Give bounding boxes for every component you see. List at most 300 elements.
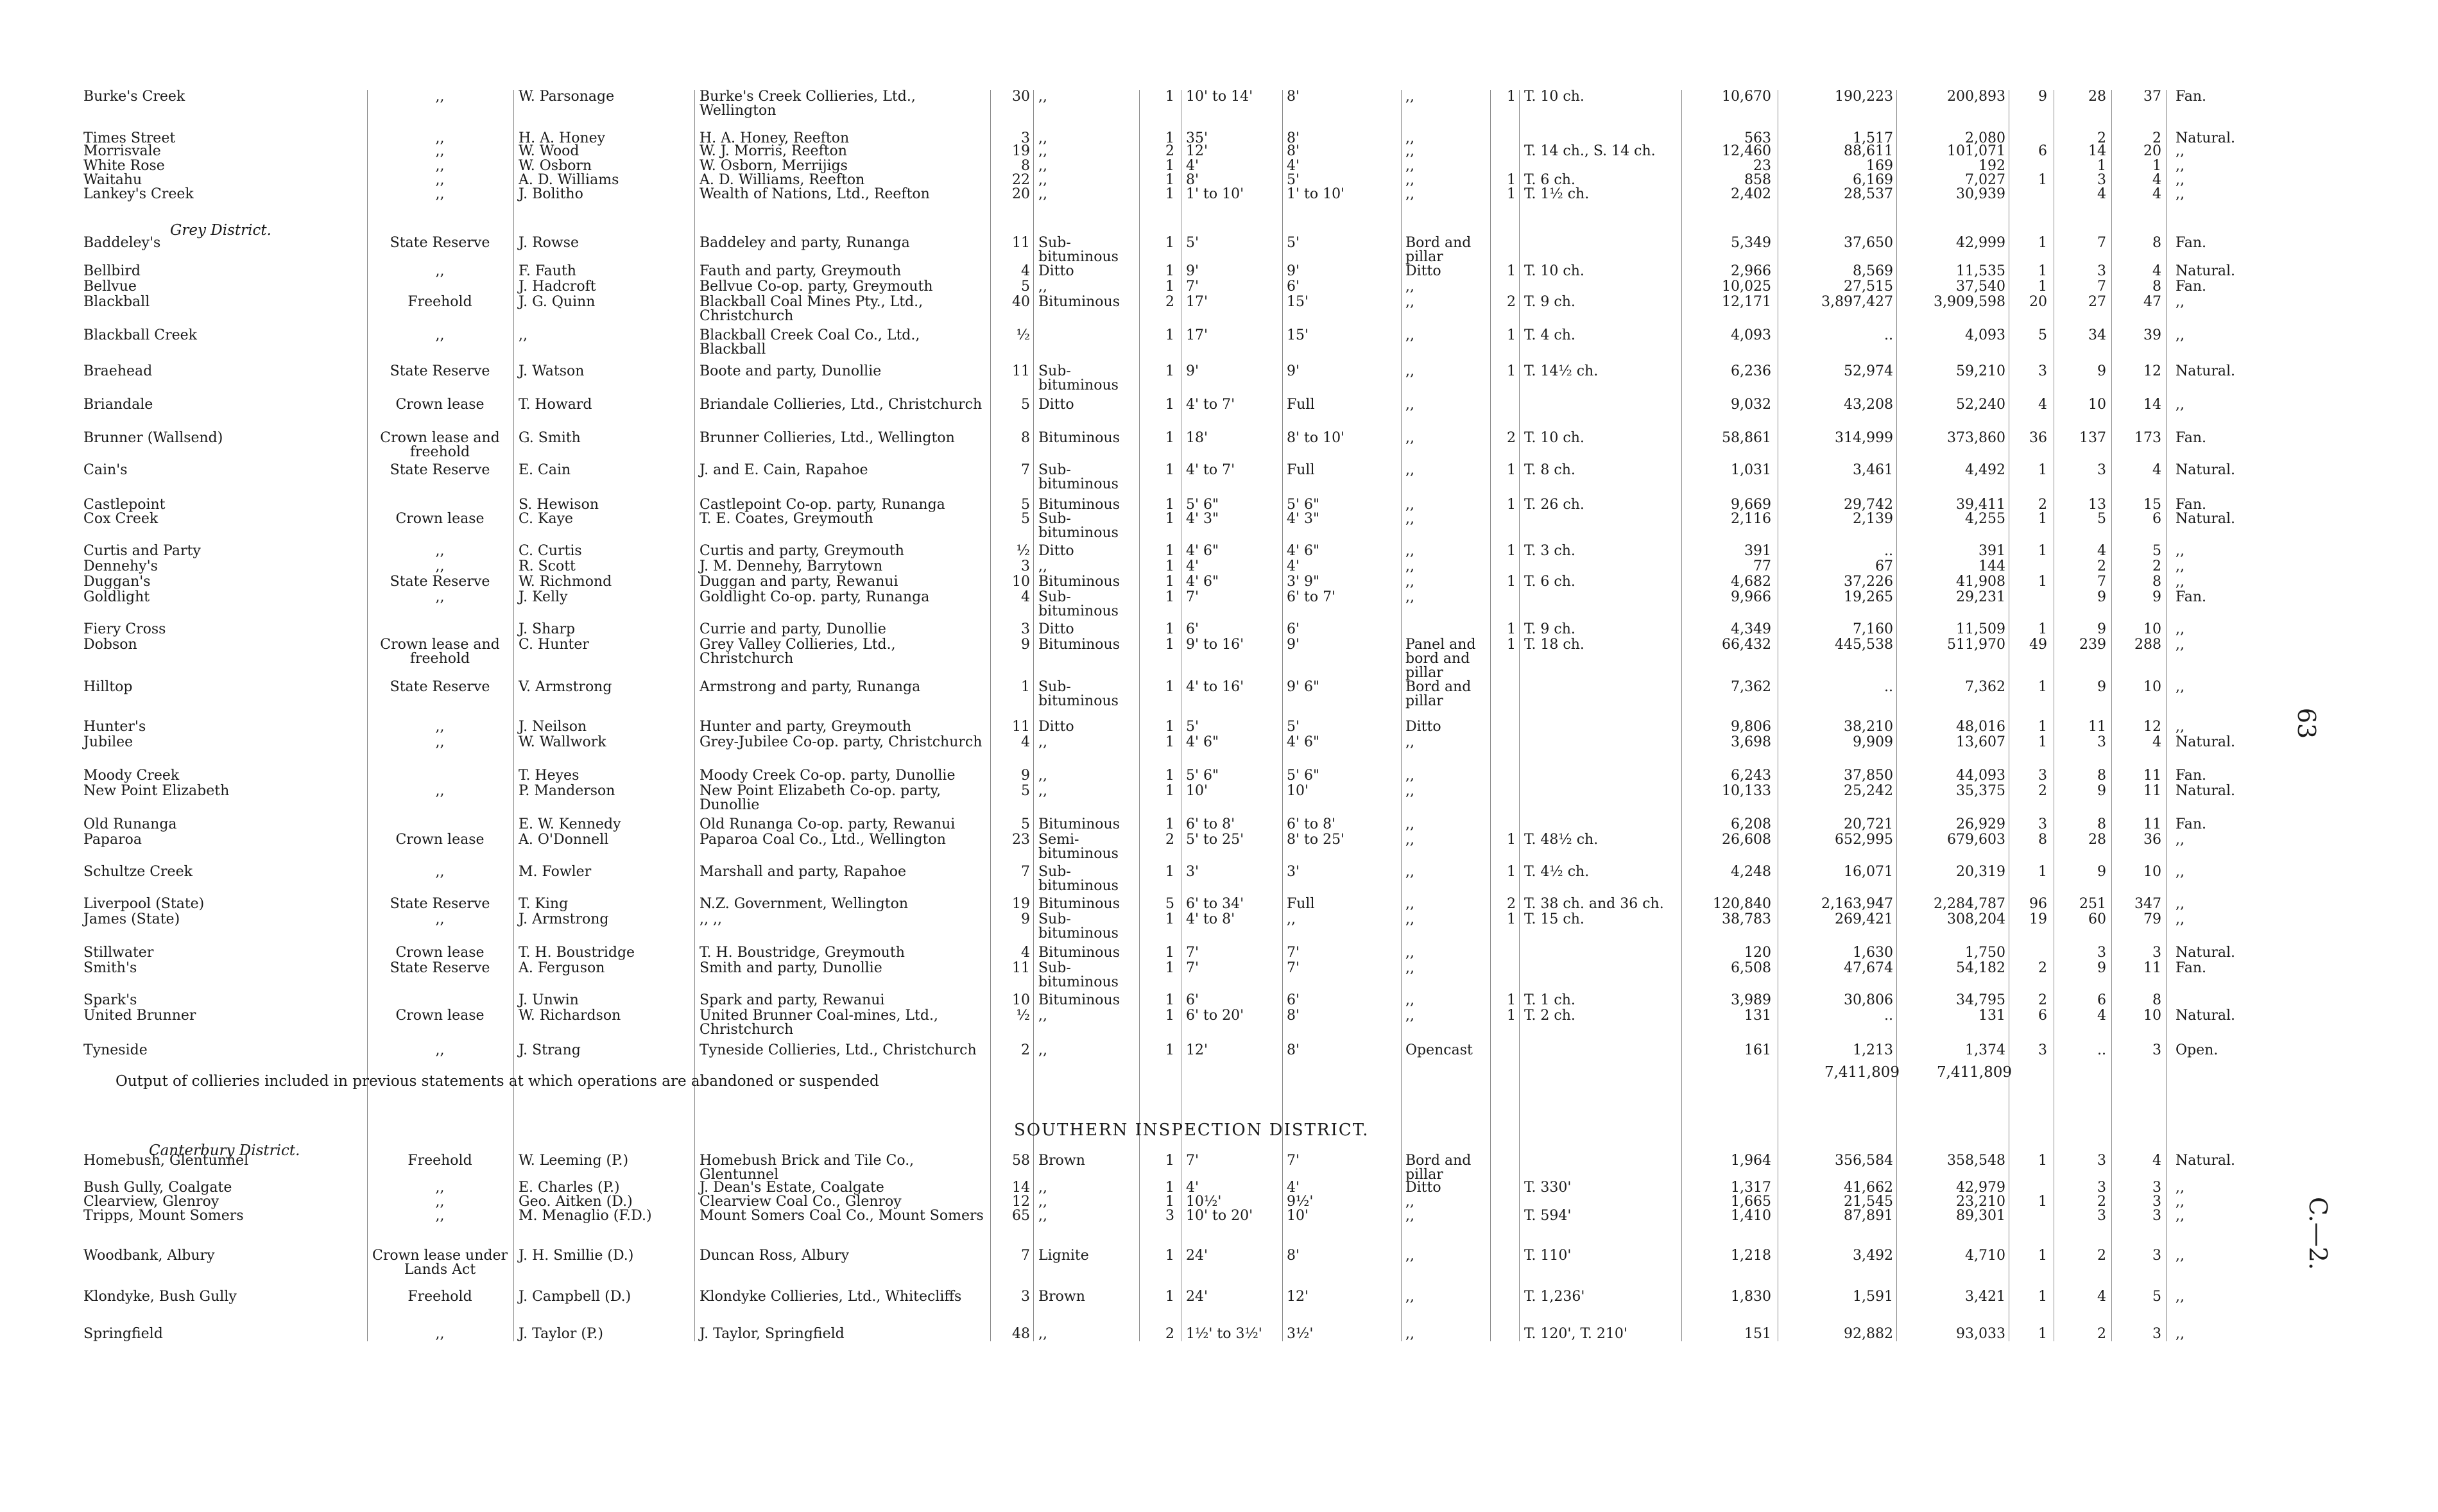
cell-output: 120,840 <box>1713 896 1771 912</box>
cell-persons: 39 <box>2143 327 2161 343</box>
cell-haul: T. 1,236' <box>1524 1289 1585 1305</box>
cell-above: 4 <box>2097 1008 2106 1024</box>
cell-vmethod: Natural. <box>2176 511 2236 527</box>
cell-above: 7 <box>2097 574 2106 590</box>
cell-class: Ditto <box>1038 621 1074 637</box>
cell-owner: A. D. Williams <box>519 172 619 188</box>
cell-area: 5 <box>1021 816 1030 832</box>
cell-seams: 1 <box>1165 960 1174 976</box>
cell-owner: J. Watson <box>519 363 585 379</box>
cell-below: 1 <box>2038 1289 2047 1305</box>
cell-area: 2 <box>1021 1042 1030 1058</box>
cell-vmethod: ,, <box>2176 832 2185 848</box>
cell-company: H. A. Honey, Reefton <box>700 130 850 146</box>
cell-worked: 15' <box>1287 294 1309 310</box>
cell-method: ,, <box>1405 832 1414 848</box>
cell-tenure: ,, <box>435 734 445 750</box>
cell-persons: 2 <box>2152 130 2161 146</box>
cell-total: 2,284,787 <box>1934 896 2005 912</box>
cell-owner: J. Strang <box>519 1042 581 1058</box>
cell-vent: 2 <box>1507 430 1516 446</box>
cell-total: 44,093 <box>1956 768 2005 784</box>
cell-seams: 1 <box>1165 1194 1174 1210</box>
cell-worked: 6' <box>1287 992 1300 1008</box>
cell-prev: 356,584 <box>1835 1153 1893 1169</box>
cell-seams: 5 <box>1165 896 1174 912</box>
cell-prev: 37,650 <box>1844 235 1893 251</box>
cell-class: ,, <box>1038 143 1047 159</box>
cell-below: 1 <box>2038 1248 2047 1264</box>
cell-seams: 1 <box>1165 1289 1174 1305</box>
cell-method: ,, <box>1405 783 1414 799</box>
cell-persons: 4 <box>2152 186 2161 202</box>
cell-name: Woodbank, Albury <box>83 1248 215 1264</box>
cell-worked: 4' <box>1287 158 1300 174</box>
cell-company: Spark and party, Rewanui <box>700 992 885 1008</box>
cell-worked: 9' <box>1287 263 1300 279</box>
cell-name: Curtis and Party <box>83 543 201 559</box>
cell-thick: 9' <box>1186 363 1199 379</box>
cell-persons: 10 <box>2143 1008 2161 1024</box>
cell-seams: 1 <box>1165 430 1174 446</box>
cell-owner: V. Armstrong <box>519 679 612 695</box>
cell-total: 11,535 <box>1956 263 2005 279</box>
cell-thick: 10' <box>1186 783 1208 799</box>
cell-worked: 8' <box>1287 1248 1300 1264</box>
cell-thick: 7' <box>1186 1153 1199 1169</box>
cell-owner: W. Osborn <box>519 158 592 174</box>
cell-vmethod: Fan. <box>2176 235 2207 251</box>
cell-vmethod: ,, <box>2176 637 2185 653</box>
cell-haul: T. 14½ ch. <box>1524 363 1599 379</box>
cell-above: 8 <box>2097 816 2106 832</box>
cell-total: 511,970 <box>1947 637 2005 653</box>
cell-total: 4,255 <box>1965 511 2005 527</box>
grey-district-heading: Grey District. <box>170 222 271 239</box>
cell-haul: T. 330' <box>1524 1180 1572 1196</box>
cell-vmethod: Natural. <box>2176 263 2236 279</box>
cell-owner: J. G. Quinn <box>519 294 596 310</box>
cell-prev: 30,806 <box>1844 992 1893 1008</box>
cell-haul: T. 120', T. 210' <box>1524 1326 1627 1342</box>
cell-total: 101,071 <box>1947 143 2005 159</box>
cell-name: Liverpool (State) <box>83 896 205 912</box>
cell-seams: 1 <box>1165 768 1174 784</box>
cell-above: 13 <box>2088 497 2106 513</box>
cell-vmethod: ,, <box>2176 679 2185 695</box>
table-row <box>0 1209 2438 1228</box>
cell-owner: A. O'Donnell <box>519 832 609 848</box>
cell-company: T. E. Coates, Greymouth <box>700 511 873 527</box>
cell-seams: 2 <box>1165 143 1174 159</box>
table-row <box>0 1290 2438 1309</box>
cell-output: 4,093 <box>1731 327 1771 343</box>
cell-haul: T. 48½ ch. <box>1524 832 1599 848</box>
cell-company: Homebush Brick and Tile Co., Glentunnel <box>700 1153 914 1183</box>
cell-worked: 7' <box>1287 1153 1300 1169</box>
cell-total: 59,210 <box>1956 363 2005 379</box>
cell-owner: J. Neilson <box>519 719 587 735</box>
cell-seams: 1 <box>1165 462 1174 478</box>
cell-seams: 1 <box>1165 363 1174 379</box>
cell-persons: 10 <box>2143 621 2161 637</box>
cell-owner: T. H. Boustridge <box>519 945 635 961</box>
cell-thick: 6' <box>1186 621 1199 637</box>
cell-class: Brown <box>1038 1289 1085 1305</box>
cell-owner: J. Unwin <box>519 992 579 1008</box>
cell-worked: 6' to 7' <box>1287 589 1336 605</box>
cell-thick: 18' <box>1186 430 1208 446</box>
cell-total: 37,540 <box>1956 279 2005 295</box>
cell-class: Bituminous <box>1038 945 1120 961</box>
cell-class: Brown <box>1038 1153 1085 1169</box>
cell-haul: T. 10 ch. <box>1524 263 1584 279</box>
cell-class: Ditto <box>1038 719 1074 735</box>
cell-prev: 2,163,947 <box>1821 896 1893 912</box>
cell-thick: 4' <box>1186 1180 1199 1196</box>
cell-tenure: ,, <box>435 143 445 159</box>
cell-owner: R. Scott <box>519 558 576 574</box>
cell-company: Klondyke Collieries, Ltd., Whitecliffs <box>700 1289 962 1305</box>
cell-output: 3,989 <box>1731 992 1771 1008</box>
cell-persons: 3 <box>2152 945 2161 961</box>
cell-prev: 314,999 <box>1835 430 1893 446</box>
cell-company: J. Dean's Estate, Coalgate <box>700 1180 884 1196</box>
cell-vmethod: Fan. <box>2176 497 2207 513</box>
cell-vent: 1 <box>1507 1008 1516 1024</box>
cell-method: ,, <box>1405 497 1414 513</box>
cell-method: ,, <box>1405 1194 1414 1210</box>
cell-prev: 2,139 <box>1853 511 1893 527</box>
cell-method: ,, <box>1405 768 1414 784</box>
cell-persons: 3 <box>2152 1248 2161 1264</box>
cell-below: 4 <box>2038 397 2047 413</box>
cell-above: 11 <box>2088 719 2106 735</box>
cell-vent: 1 <box>1507 992 1516 1008</box>
cell-prev: .. <box>1884 1008 1893 1024</box>
cell-below: 20 <box>2029 294 2047 310</box>
cell-tenure: ,, <box>435 327 445 343</box>
cell-seams: 2 <box>1165 1326 1174 1342</box>
cell-above: 28 <box>2088 832 2106 848</box>
cell-worked: 1' to 10' <box>1287 186 1345 202</box>
cell-below: 5 <box>2038 327 2047 343</box>
cell-class: Bituminous <box>1038 637 1120 653</box>
cell-prev: 190,223 <box>1835 89 1893 105</box>
cell-prev: 88,611 <box>1844 143 1893 159</box>
table-row <box>0 911 2438 941</box>
cell-class: ,, <box>1038 1180 1047 1196</box>
cell-company: Duggan and party, Rewanui <box>700 574 898 590</box>
cell-area: 11 <box>1012 960 1030 976</box>
cell-persons: 4 <box>2152 734 2161 750</box>
cell-seams: 1 <box>1165 621 1174 637</box>
cell-company: T. H. Boustridge, Greymouth <box>700 945 905 961</box>
cell-tenure: ,, <box>435 558 445 574</box>
cell-method: Ditto <box>1405 1180 1441 1196</box>
cell-tenure: State Reserve <box>390 960 490 976</box>
cell-owner: J. Taylor (P.) <box>519 1326 603 1342</box>
cell-above: 251 <box>2079 896 2106 912</box>
cell-persons: 11 <box>2143 768 2161 784</box>
cell-vmethod: Natural. <box>2176 363 2236 379</box>
cell-tenure: State Reserve <box>390 235 490 251</box>
cell-vmethod: Fan. <box>2176 279 2207 295</box>
cell-total: 4,492 <box>1965 462 2005 478</box>
cell-area: 5 <box>1021 511 1030 527</box>
cell-seams: 3 <box>1165 1208 1174 1224</box>
cell-owner: E. W. Kennedy <box>519 816 621 832</box>
cell-above: 34 <box>2088 327 2106 343</box>
cell-seams: 1 <box>1165 589 1174 605</box>
cell-haul: T. 15 ch. <box>1524 911 1584 927</box>
cell-thick: 10½' <box>1186 1194 1222 1210</box>
cell-below: 1 <box>2038 235 2047 251</box>
cell-above: 9 <box>2097 783 2106 799</box>
cell-below: 3 <box>2038 363 2047 379</box>
cell-thick: 7' <box>1186 960 1199 976</box>
cell-class: ,, <box>1038 1008 1047 1024</box>
cell-area: 9 <box>1021 768 1030 784</box>
cell-name: Bellbird <box>83 263 141 279</box>
cell-method: ,, <box>1405 558 1414 574</box>
cell-total: 1,374 <box>1965 1042 2005 1058</box>
cell-area: 22 <box>1012 172 1030 188</box>
cell-above: 9 <box>2097 621 2106 637</box>
cell-below: 1 <box>2038 511 2047 527</box>
cell-area: 11 <box>1012 363 1030 379</box>
cell-company: Moody Creek Co-op. party, Dunollie <box>700 768 956 784</box>
cell-worked: 7' <box>1287 960 1300 976</box>
cell-haul: T. 10 ch. <box>1524 430 1584 446</box>
cell-output: 2,402 <box>1731 186 1771 202</box>
cell-persons: 3 <box>2152 1208 2161 1224</box>
cell-area: 19 <box>1012 143 1030 159</box>
cell-above: 137 <box>2079 430 2106 446</box>
cell-class: Sub-bituminous <box>1038 911 1119 941</box>
cell-vmethod: Natural. <box>2176 1008 2236 1024</box>
cell-area: 10 <box>1012 992 1030 1008</box>
cell-area: 20 <box>1012 186 1030 202</box>
cell-tenure: ,, <box>435 263 445 279</box>
cell-seams: 1 <box>1165 637 1174 653</box>
cell-below: 2 <box>2038 960 2047 976</box>
cell-owner: E. Charles (P.) <box>519 1180 620 1196</box>
cell-company: Castlepoint Co-op. party, Runanga <box>700 497 945 513</box>
cell-total: 26,929 <box>1956 816 2005 832</box>
cell-company: J. M. Dennehy, Barrytown <box>700 558 883 574</box>
cell-area: 5 <box>1021 397 1030 413</box>
cell-method: ,, <box>1405 960 1414 976</box>
cell-worked: 7' <box>1287 945 1300 961</box>
cell-worked: 4' <box>1287 1180 1300 1196</box>
cell-vmethod: Natural. <box>2176 462 2236 478</box>
cell-haul: T. 26 ch. <box>1524 497 1584 513</box>
cell-vmethod: ,, <box>2176 896 2185 912</box>
cell-thick: 4' to 7' <box>1186 397 1235 413</box>
cell-class: Bituminous <box>1038 816 1120 832</box>
cell-total: 3,909,598 <box>1934 294 2005 310</box>
cell-name: Castlepoint <box>83 497 166 513</box>
cell-method: ,, <box>1405 1208 1414 1224</box>
cell-method: Bord and pillar <box>1405 679 1472 709</box>
cell-vmethod: ,, <box>2176 1326 2185 1342</box>
cell-above: 4 <box>2097 186 2106 202</box>
cell-class: ,, <box>1038 158 1047 174</box>
cell-area: 11 <box>1012 235 1030 251</box>
cell-total: 52,240 <box>1956 397 2005 413</box>
cell-tenure: ,, <box>435 1180 445 1196</box>
cell-seams: 2 <box>1165 832 1174 848</box>
cell-above: 5 <box>2097 511 2106 527</box>
cell-output: 7,362 <box>1731 679 1771 695</box>
cell-owner: T. Heyes <box>519 768 579 784</box>
table-row <box>0 235 2438 265</box>
cell-worked: 5' <box>1287 172 1300 188</box>
cell-area: 48 <box>1012 1326 1030 1342</box>
cell-prev: 41,662 <box>1844 1180 1893 1196</box>
cell-below: 1 <box>2038 864 2047 880</box>
cell-total: 39,411 <box>1956 497 2005 513</box>
cell-total: 391 <box>1979 543 2005 559</box>
cell-method: ,, <box>1405 327 1414 343</box>
cell-tenure: ,, <box>435 543 445 559</box>
cell-above: 1 <box>2097 158 2106 174</box>
cell-output: 6,236 <box>1731 363 1771 379</box>
cell-output: 563 <box>1744 130 1771 146</box>
cell-seams: 1 <box>1165 327 1174 343</box>
cell-worked: 10' <box>1287 783 1309 799</box>
cell-seams: 1 <box>1165 558 1174 574</box>
cell-owner: E. Cain <box>519 462 571 478</box>
cell-worked: 8' <box>1287 143 1300 159</box>
cell-persons: 6 <box>2152 511 2161 527</box>
cell-area: 12 <box>1012 1194 1030 1210</box>
cell-above: 3 <box>2097 1153 2106 1169</box>
cell-area: 9 <box>1021 911 1030 927</box>
cell-method: ,, <box>1405 896 1414 912</box>
cell-vent: 1 <box>1507 543 1516 559</box>
cell-above: 6 <box>2097 992 2106 1008</box>
cell-owner: J. Kelly <box>519 589 568 605</box>
cell-owner: J. Armstrong <box>519 911 609 927</box>
cell-total: 4,710 <box>1965 1248 2005 1264</box>
cell-prev: 20,721 <box>1844 816 1893 832</box>
cell-worked: 9' <box>1287 363 1300 379</box>
cell-vmethod: ,, <box>2176 327 2185 343</box>
cell-company: Tyneside Collieries, Ltd., Christchurch <box>700 1042 977 1058</box>
cell-haul: T. 38 ch. and 36 ch. <box>1524 896 1664 912</box>
cell-method: ,, <box>1405 363 1414 379</box>
cell-class: ,, <box>1038 558 1047 574</box>
cell-owner: T. Howard <box>519 397 592 413</box>
cell-thick: 4' <box>1186 158 1199 174</box>
cell-below: 2 <box>2038 783 2047 799</box>
cell-owner: M. Menaglio (F.D.) <box>519 1208 652 1224</box>
cell-haul: T. 14 ch., S. 14 ch. <box>1524 143 1656 159</box>
cell-method: ,, <box>1405 143 1414 159</box>
cell-company: Bellvue Co-op. party, Greymouth <box>700 279 933 295</box>
cell-above: 8 <box>2097 768 2106 784</box>
cell-tenure: ,, <box>435 911 445 927</box>
cell-owner: Geo. Aitken (D.) <box>519 1194 633 1210</box>
cell-persons: 4 <box>2152 263 2161 279</box>
cell-company: Old Runanga Co-op. party, Rewanui <box>700 816 956 832</box>
cell-persons: 8 <box>2152 235 2161 251</box>
cell-below: 1 <box>2038 172 2047 188</box>
cell-persons: 10 <box>2143 864 2161 880</box>
cell-class: Bituminous <box>1038 574 1120 590</box>
cell-tenure: ,, <box>435 89 445 105</box>
cell-thick: 9' to 16' <box>1186 637 1244 653</box>
cell-name: Blackball <box>83 294 150 310</box>
cell-owner: H. A. Honey <box>519 130 606 146</box>
cell-worked: 8' <box>1287 1008 1300 1024</box>
cell-tenure: ,, <box>435 783 445 799</box>
cell-prev: 6,169 <box>1853 172 1893 188</box>
cell-total: 144 <box>1979 558 2005 574</box>
cell-owner: J. Campbell (D.) <box>519 1289 631 1305</box>
cell-output: 6,508 <box>1731 960 1771 976</box>
cell-thick: 5' <box>1186 719 1199 735</box>
cell-prev: 3,897,427 <box>1821 294 1893 310</box>
table-row <box>0 864 2438 894</box>
cell-below: 2 <box>2038 497 2047 513</box>
cell-vent: 1 <box>1507 911 1516 927</box>
cell-prev: 37,226 <box>1844 574 1893 590</box>
cell-below: 1 <box>2038 279 2047 295</box>
cell-method: ,, <box>1405 89 1414 105</box>
cell-name: Dobson <box>83 637 137 653</box>
table-row <box>0 783 2438 813</box>
cell-haul: T. 9 ch. <box>1524 294 1575 310</box>
cell-total: 48,016 <box>1956 719 2005 735</box>
cell-tenure: ,, <box>435 1042 445 1058</box>
cell-class: Sub-bituminous <box>1038 462 1119 492</box>
cell-prev: 38,210 <box>1844 719 1893 735</box>
cell-worked: 8' to 10' <box>1287 430 1345 446</box>
cell-area: 7 <box>1021 864 1030 880</box>
cell-output: 1,031 <box>1731 462 1771 478</box>
cell-area: 8 <box>1021 158 1030 174</box>
cell-thick: 4' 6" <box>1186 574 1219 590</box>
cell-class: Ditto <box>1038 263 1074 279</box>
cell-above: 3 <box>2097 263 2106 279</box>
cell-output: 1,830 <box>1731 1289 1771 1305</box>
cell-area: 7 <box>1021 462 1030 478</box>
cell-total: 4,093 <box>1965 327 2005 343</box>
cell-name: Bush Gully, Coalgate <box>83 1180 232 1196</box>
cell-area: 5 <box>1021 783 1030 799</box>
cell-class: ,, <box>1038 783 1047 799</box>
cell-owner: W. Richardson <box>519 1008 621 1024</box>
cell-name: Hilltop <box>83 679 133 695</box>
cell-company: Goldlight Co-op. party, Runanga <box>700 589 930 605</box>
cell-area: 9 <box>1021 637 1030 653</box>
cell-above: 2 <box>2097 1248 2106 1264</box>
cell-output: 391 <box>1744 543 1771 559</box>
cell-owner: F. Fauth <box>519 263 576 279</box>
cell-persons: 37 <box>2143 89 2161 105</box>
table-row <box>0 511 2438 541</box>
cell-total: 41,908 <box>1956 574 2005 590</box>
cell-above: 60 <box>2088 911 2106 927</box>
cell-area: 3 <box>1021 130 1030 146</box>
cell-area: 30 <box>1012 89 1030 105</box>
cell-company: ,, ,, <box>700 911 722 927</box>
cell-total: 1,750 <box>1965 945 2005 961</box>
cell-thick: 4' 6" <box>1186 543 1219 559</box>
